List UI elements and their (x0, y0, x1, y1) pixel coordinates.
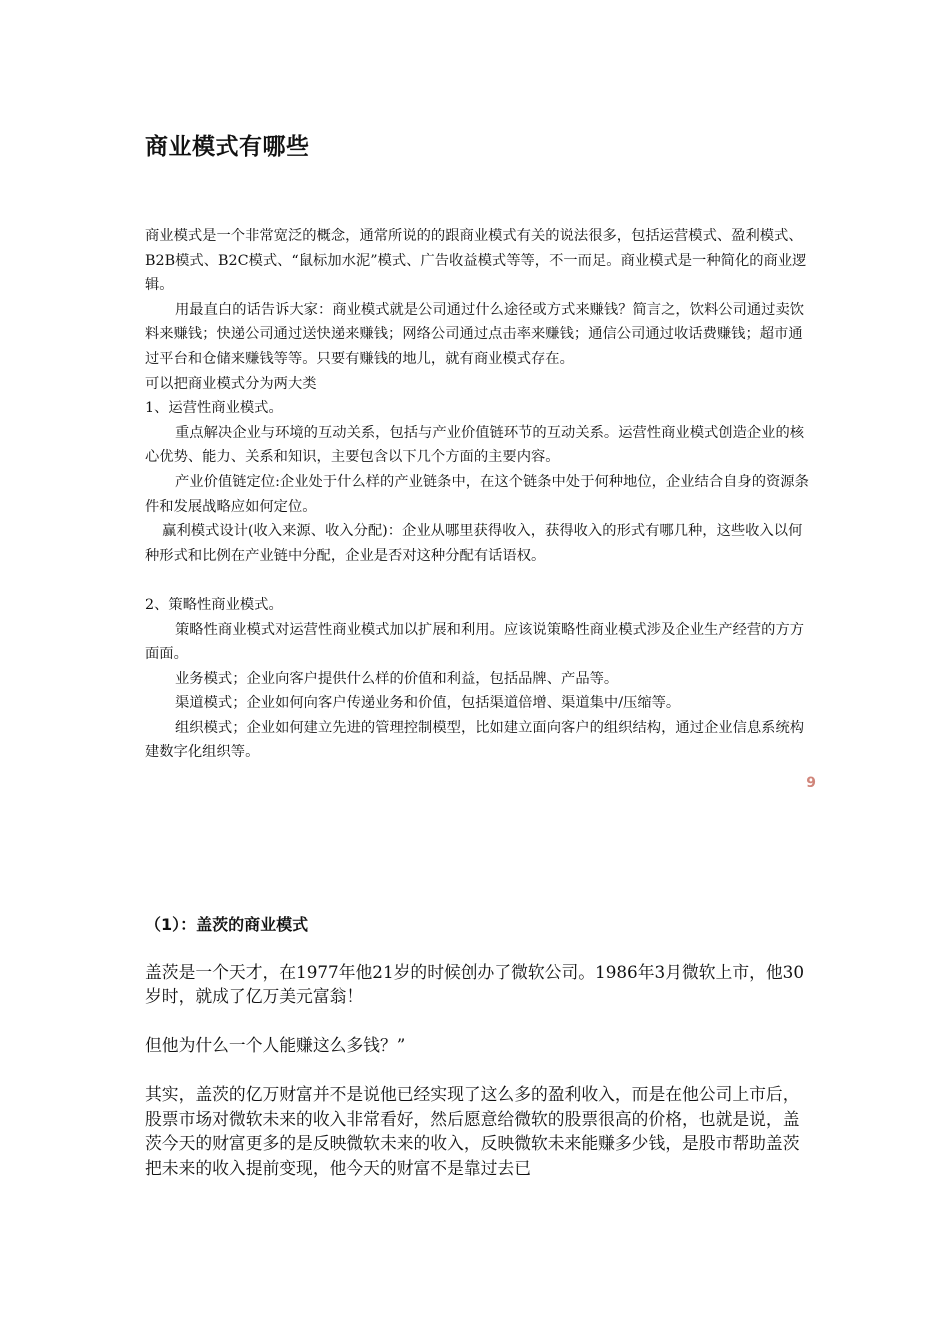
type2-heading: 2、策略性商业模式。 (145, 596, 283, 613)
type1-item-profit-model: 赢利模式设计(收入来源、收入分配)：企业从哪里获得收入，获得收入的形式有哪几种，这些收入以何种形式和比例在产业链中分配，企业是否对这种分配有话语权。 (145, 523, 803, 564)
type1-description: 重点解决企业与环境的互动关系，包括与产业价值链环节的互动关系。运营性商业模式创造企业的核心优势、能力、关系和知识，主要包含以下几个方面的主要内容。 (145, 424, 805, 466)
type2-item-organization: 组织模式；企业如何建立先进的管理控制模型，比如建立面向客户的组织结构，通过企业信息系统构建数字化组织等。 (145, 719, 805, 761)
type2-item-business: 业务模式；企业向客户提供什么样的价值和利益，包括品牌、产品等。 (175, 670, 619, 687)
type1-item-value-chain: 产业价值链定位:企业处于什么样的产业链条中，在这个链条中处于何种地位，企业结合自身的资源条件和发展战略应如何定位。 (145, 473, 809, 515)
gates-business-model-section (145, 960, 815, 1205)
business-model-overview (145, 224, 815, 765)
type2-item-channel: 渠道模式；企业如何向客户传递业务和价值，包括渠道倍增、渠道集中/压缩等。 (175, 695, 681, 712)
gates-paragraph-3: 其实，盖茨的亿万财富并不是说他已经实现了这么多的盈利收入，而是在他公司上市后，股票市场对微软未来的收入非常看好，然后愿意给微软的股票很高的价格，也就是说，盖茨今天的财富更多的是反映微软未来的收入，反映微软未来能赚多少钱，是股市帮助盖茨把未来的收入提前变现，他今天的财富不是靠过去已 (145, 1084, 800, 1178)
explain-paragraph: 用最直白的话告诉大家：商业模式就是公司通过什么途径或方式来赚钱？简言之，饮料公司通过卖饮料来赚钱；快递公司通过送快递来赚钱；网络公司通过点击率来赚钱；通信公司通过收话费赚钱；超市通过平台和仓储来赚钱等等。只要有赚钱的地儿，就有商业模式存在。 (145, 301, 805, 367)
page-number: 9 (806, 775, 816, 791)
type2-description: 策略性商业模式对运营性商业模式加以扩展和利用。应该说策略性商业模式涉及企业生产经营的方方面面。 (145, 621, 805, 663)
type1-heading: 1、运营性商业模式。 (145, 400, 283, 417)
intro-paragraph: 商业模式是一个非常宽泛的概念，通常所说的的跟商业模式有关的说法很多，包括运营模式、盈利模式、B2B模式、B2C模式、“鼠标加水泥”模式、广告收益模式等等，不一而足。商业模式是一种简化的商业逻辑。 (145, 228, 807, 294)
gates-paragraph-2: 但他为什么一个人能赚这么多钱？” (145, 1035, 406, 1056)
page-title: 商业模式有哪些 (145, 134, 310, 160)
section-heading-gates: （1）：盖茨的商业模式 (145, 915, 309, 934)
classify-line: 可以把商业模式分为两大类 (145, 375, 317, 392)
gates-paragraph-1: 盖茨是一个天才，在1977年他21岁的时候创办了微软公司。1986年3月微软上市，他30岁时，就成了亿万美元富翁！ (145, 962, 805, 1007)
paragraph-gap (145, 568, 815, 593)
